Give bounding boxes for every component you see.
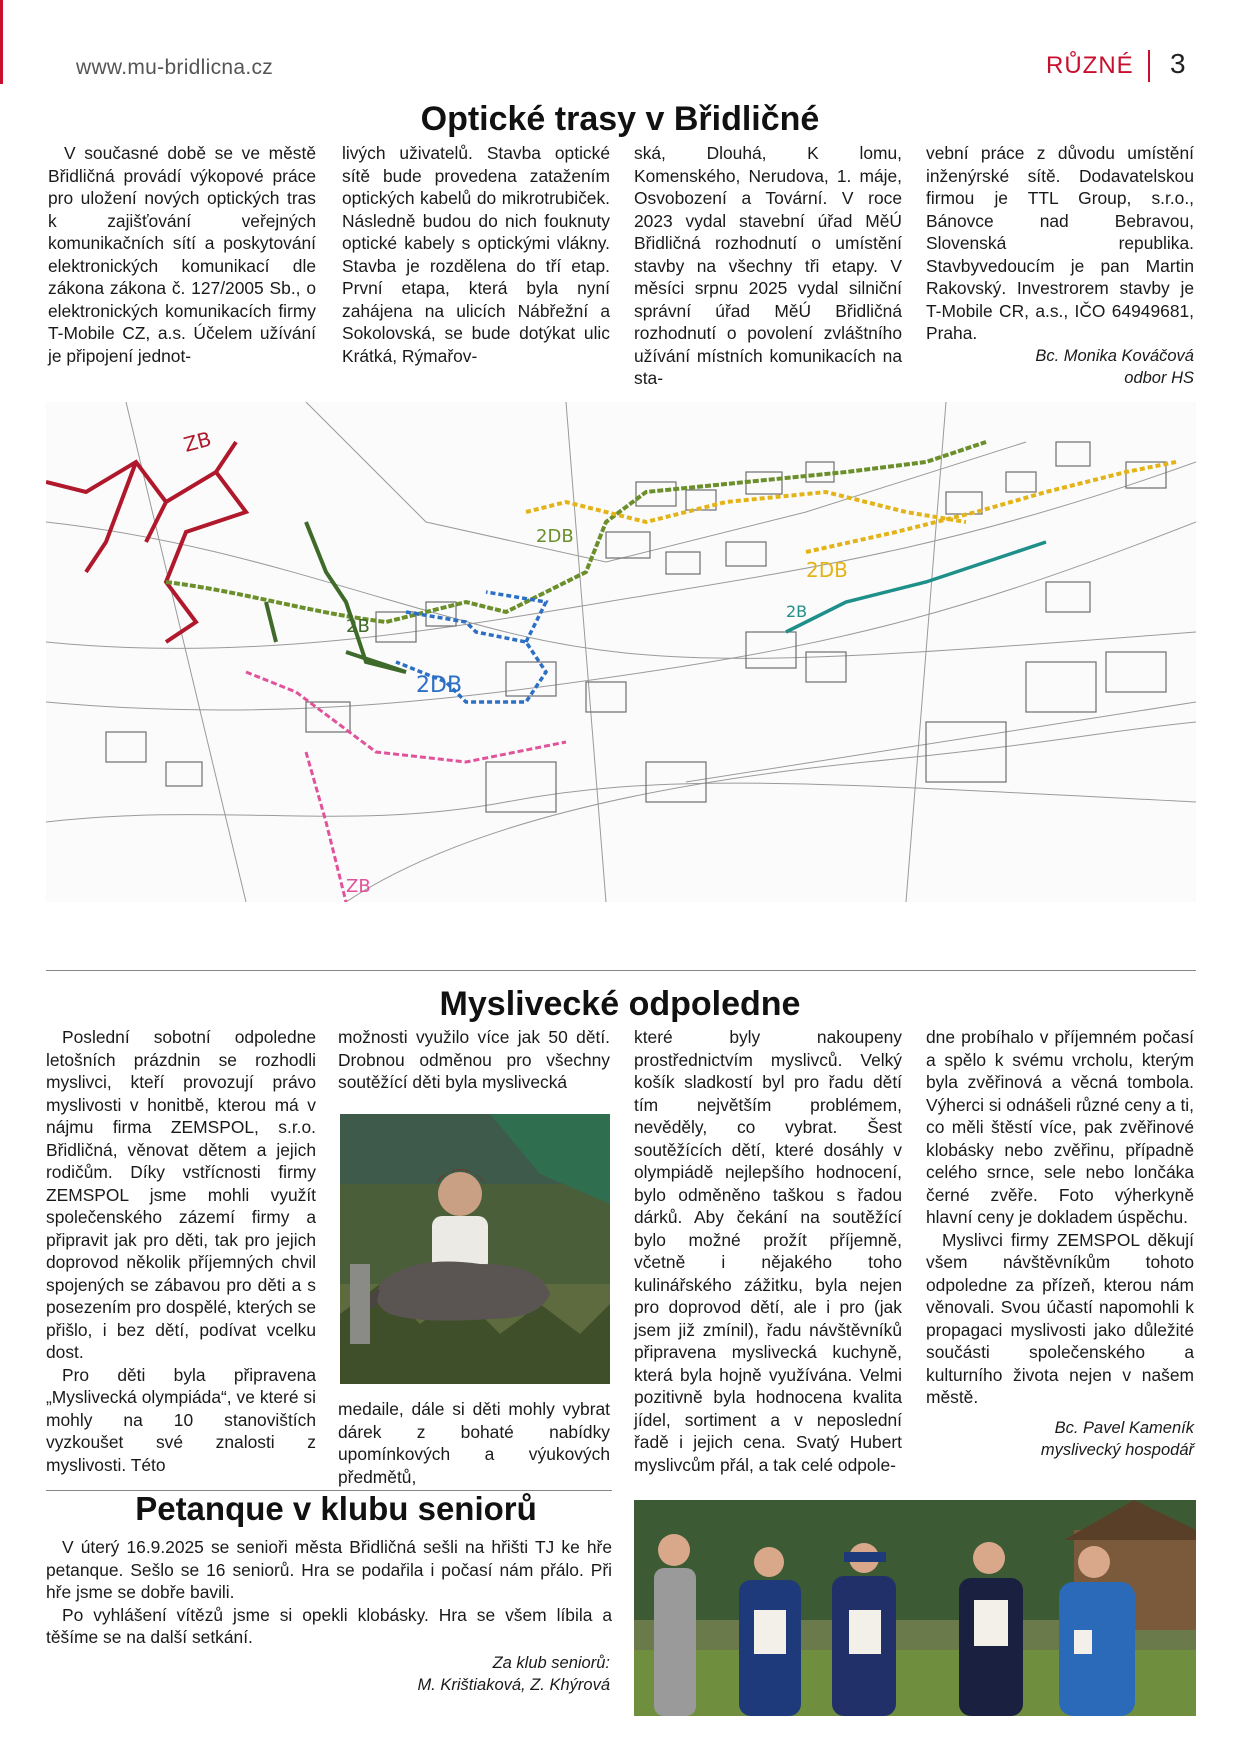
article-optical-title: Optické trasy v Břidličné bbox=[420, 100, 820, 138]
petanque-photo-svg bbox=[634, 1500, 1196, 1716]
article-petanque-signature bbox=[300, 1652, 610, 1696]
article-optical-author-role: odbor HS bbox=[1124, 368, 1194, 387]
article-optical-col-2 bbox=[342, 142, 610, 367]
section-divider bbox=[46, 970, 1196, 971]
paragraph: livých uživatelů. Stavba optické sítě bude provedena zatažením optických kabelů do mikrotrubiček. Následně budou do nich fouknuty optické kabely s optickými vlákny. Stavba je rozdělena do tří etap. První etapa, která byla nyní zahájena na ulicích Nábřežní a Sokolovská, se bude dotýkat ulic Krátká, Rýmařov- bbox=[342, 143, 610, 366]
article-hunting-col-3 bbox=[634, 1026, 902, 1476]
paragraph: ská, Dlouhá, K lomu, Komenského, Nerudova, 1. máje, Osvobození a Tovární. V roce 2023 vydal stavební úřad MěÚ Břidličná rozhodnutí o umístění stavby na všechny tři etapy. V měsíci srpnu 2025 vydal silniční správní úřad MěÚ Břidličná rozhodnutí o povolení zvláštního užívání místních komunikacích na sta- bbox=[634, 143, 902, 388]
paragraph: V úterý 16.9.2025 se senioři města Břidličná sešli na hřišti TJ ke hře petanque. Sešlo se 16 seniorů. Hra se podařila i počasí nám přálo. Při hře jsme se dobře bavili. bbox=[46, 1537, 612, 1602]
signature-line: Za klub seniorů: bbox=[492, 1654, 610, 1672]
article-hunting-col-4 bbox=[926, 1026, 1194, 1461]
article-optical-author: Bc. Monika Kováčová bbox=[1035, 346, 1194, 365]
paragraph: Poslední sobotní odpoledne letošních prázdnin se rozhodli myslivci, kteří provozují právo myslivosti v honitbě, kterou má v nájmu firma ZEMSPOL, s.r.o. Břidličná, věnovat dětem a jejich rodičům. Díky vstřícnosti firmy ZEMSPOL jsme mohli využít společenského zázemí firmy a připravit jak pro děti, tak pro jejich doprovod několik příjemných chvil spojených se zábavou pro děti a s posezením pro dospělé, kterých se přišlo, i bez dětí, podívat vcelku dost. bbox=[46, 1027, 316, 1362]
map-label: ZB bbox=[181, 426, 214, 457]
signature-names: M. Krištiaková, Z. Khýrová bbox=[417, 1676, 610, 1694]
map-label: ZB bbox=[346, 876, 371, 897]
page-number: 3 bbox=[1170, 48, 1186, 79]
paragraph: V současné době se ve městě Břidličná provádí výkopové práce pro uložení nových optických tras k zajišťování veřejných komunikačních sítí a poskytování elektronických komunikací dle zákona zákona č. 127/2005 Sb., o elektronických komunikacích firmy T-Mobile CZ, a.s. Účelem užívání je připojení jednot- bbox=[48, 143, 316, 366]
hunting-photo bbox=[340, 1114, 610, 1384]
paragraph: vební práce z důvodu umístění inženýrské sítě. Dodavatelskou firmou je TTL Group, s.r.o., Bánovce nad Bebravou, Slovenská republika. Stavbyvedoucím je pan Martin Rakovský. Investrorem stavby je T-Mobile CR, a.s., IČO 64949681, Praha. bbox=[926, 143, 1194, 343]
article-petanque-title: Petanque v klubu seniorů bbox=[135, 1490, 537, 1527]
article-petanque-body bbox=[46, 1536, 612, 1649]
map-label: 2DB bbox=[806, 558, 848, 582]
paragraph: které byly nakoupeny prostřednictvím myslivců. Velký košík sladkostí byl pro řadu dětí tím největším problémem, nevěděly, co vybrat. Šest soutěžících dětí, které dosáhly v olympiádě nejlepšího hodnocení, bylo odměněno taškou s řadou dárků. Aby čekání na soutěžící bylo možné prožít příjemně, včetně i nějakého toho kulinářského zážitku, byla nejen pro doprovod dětí, ale i pro (jak jsem již zmínil), řadu návštěvníků připravena myslivecká kuchyně, která byla hojně využívána. Velmi pozitivně byla hodnocena kvalita jídel, sortiment a v neposlední řadě i jejich cena. Svatý Hubert myslivcům přál, a tak celé odpole- bbox=[634, 1027, 902, 1475]
article-hunting-col-2-top bbox=[338, 1026, 610, 1094]
article-hunting-author-role: myslivecký hospodář bbox=[1040, 1440, 1194, 1459]
map-label: 2DB bbox=[536, 526, 574, 547]
paragraph: dne probíhalo v příjemném počasí a spělo k svému vrcholu, kterým byla zvěřinová a věcná tombola. Výherci si odnášeli různé ceny a ti, co měli štěstí více, pak zvěřinové klobásky nebo zvěřinu, případně celého srnce, sele nebo lončáka černé zvěře. Foto výherkyně hlavní ceny je dokladem úspěchu. bbox=[926, 1027, 1194, 1227]
map-label: 2B bbox=[346, 616, 370, 637]
article-hunting-col-1 bbox=[46, 1026, 316, 1476]
paragraph: možnosti využilo více jak 50 dětí. Drobnou odměnou pro všechny soutěžící děti byla myslivecká bbox=[338, 1027, 610, 1092]
map-label: 2DB bbox=[416, 673, 463, 698]
article-optical-col-3 bbox=[634, 142, 902, 390]
petanque-photo bbox=[634, 1500, 1196, 1716]
article-optical-col-4 bbox=[926, 142, 1194, 389]
paragraph: Pro děti byla připravena „Myslivecká olympiáda“, ve které si mohly na 10 stanovištích vyzkoušet své znalosti z myslivosti. Této bbox=[46, 1364, 316, 1475]
paragraph: medaile, dále si děti mohly vybrat dárek z bohaté nabídky upomínkových a výukových předmětů, bbox=[338, 1399, 610, 1487]
paragraph: Po vyhlášení vítězů jsme si opekli klobásky. Hra se všem líbila a těšíme se na další setkání. bbox=[46, 1604, 612, 1647]
paragraph: Myslivci firmy ZEMSPOL děkují všem návštěvníkům tohoto odpoledne za přízeň, kterou nám věnovali. Svou účastí napomohli k propagaci myslivosti jako důležité součásti společenského a kulturního života nejen v našem městě. bbox=[926, 1229, 1194, 1407]
map-svg bbox=[46, 402, 1196, 902]
section-label: RŮZNÉ bbox=[1046, 52, 1134, 79]
hunting-photo-svg bbox=[340, 1114, 610, 1384]
article-optical-col-1 bbox=[48, 142, 316, 367]
article-hunting-author: Bc. Pavel Kameník bbox=[1054, 1418, 1194, 1437]
site-url[interactable]: www.mu-bridlicna.cz bbox=[76, 56, 274, 79]
article-hunting-title: Myslivecké odpoledne bbox=[439, 985, 801, 1023]
page-edge-accent bbox=[0, 0, 3, 84]
map-label: 2B bbox=[786, 602, 808, 621]
section-separator bbox=[1148, 50, 1150, 82]
optical-route-map bbox=[46, 402, 1196, 902]
article-hunting-col-2-bottom bbox=[338, 1398, 610, 1488]
